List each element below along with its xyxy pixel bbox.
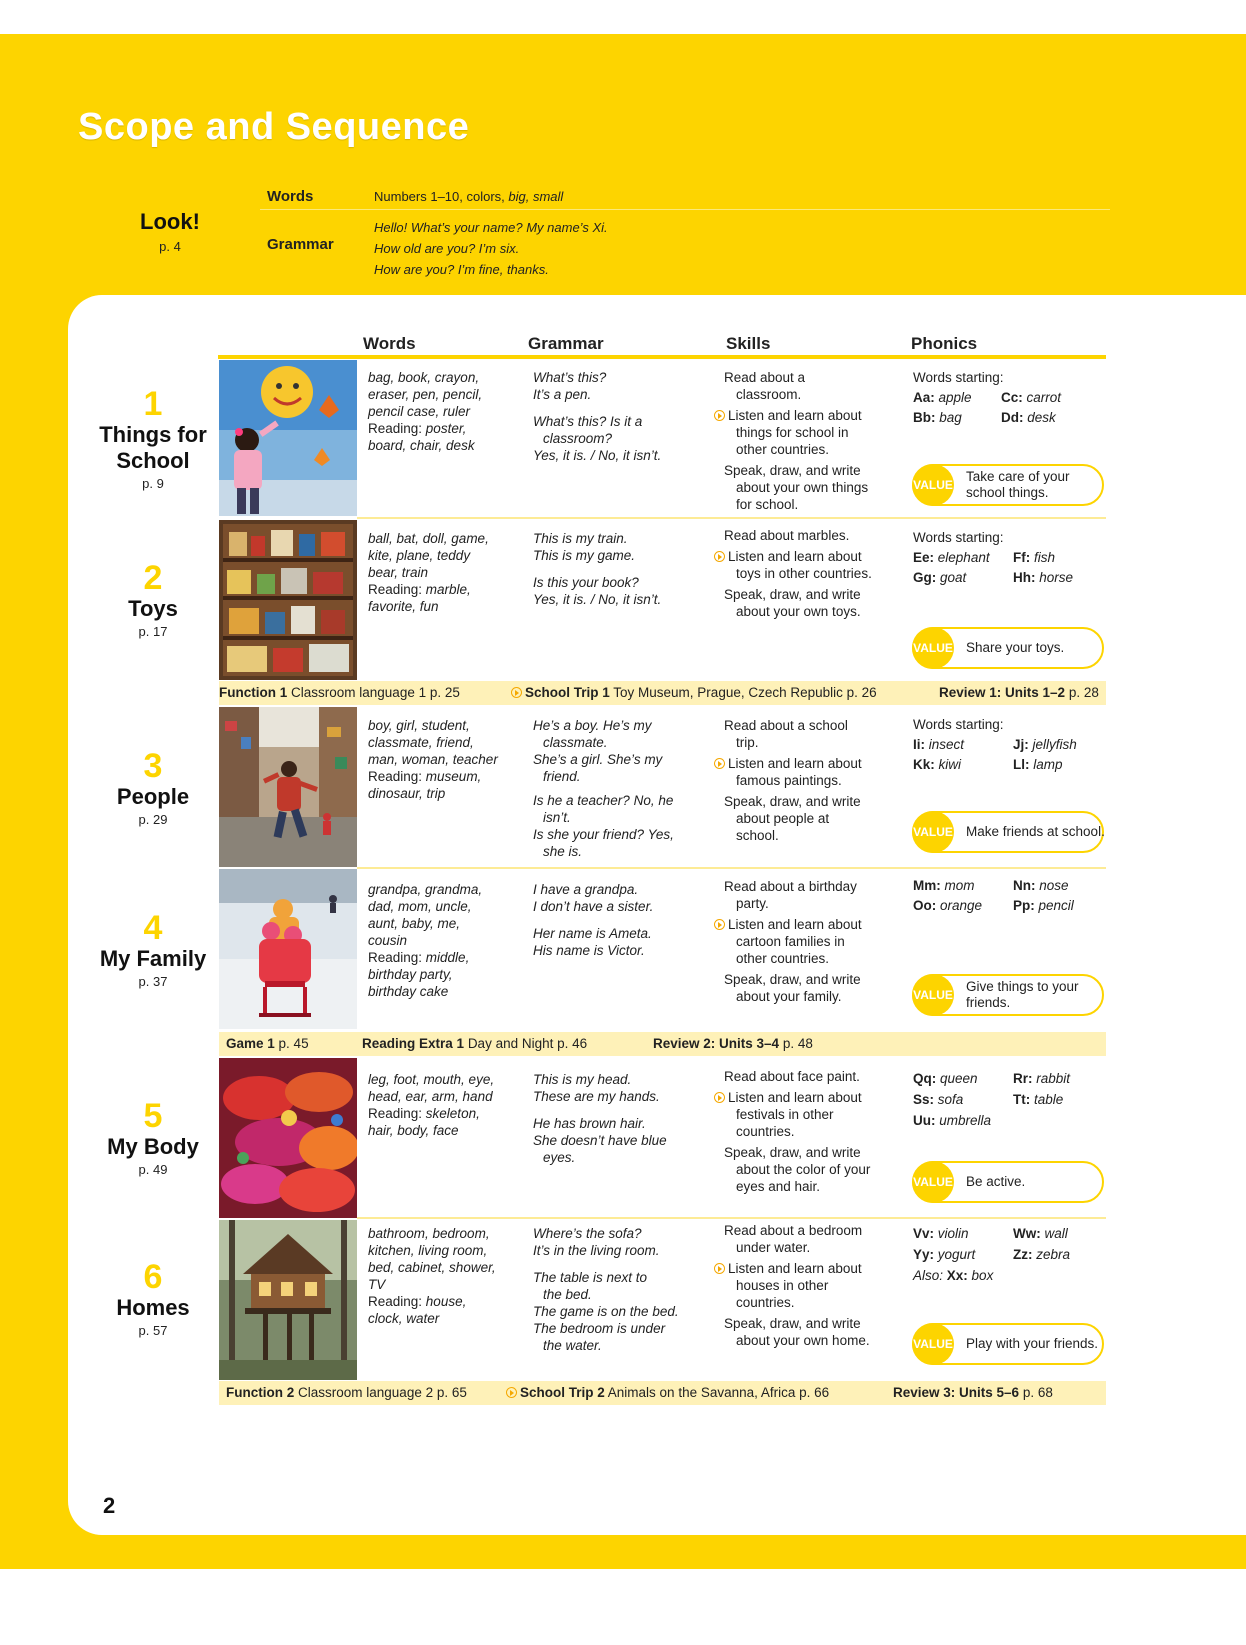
unit-3-photo-art xyxy=(219,707,357,867)
unit-1-photo xyxy=(219,360,357,516)
audio-play-icon[interactable] xyxy=(506,1387,517,1398)
unit-page: p. 9 xyxy=(142,476,164,491)
look-words-label: Words xyxy=(267,188,314,205)
value-badge: VALUE xyxy=(912,1323,954,1365)
unit-1-label xyxy=(88,386,218,491)
audio-play-icon[interactable] xyxy=(714,919,725,930)
look-page: p. 4 xyxy=(159,239,181,254)
unit-2-grammar: This is my train. This is my game. Is this your book? Yes, it is. / No, it isn’t. xyxy=(533,531,662,607)
value-text: Be active. xyxy=(966,1174,1026,1189)
unit-5-skills: Read about face paint. Listen and learn about festivals in other countries. Speak, draw, and write about the color of your eyes and hair. xyxy=(714,1068,870,1195)
unit-number: 4 xyxy=(143,909,163,947)
unit-name: Things for xyxy=(99,422,207,447)
unit-2-skills: Read about marbles. Listen and learn about toys in other countries. Speak, draw, and write about your own toys. xyxy=(714,527,872,620)
unit-4-label xyxy=(88,910,218,989)
unit-5-photo xyxy=(219,1058,357,1218)
header-rule xyxy=(218,355,1106,359)
unit-2-value xyxy=(912,627,1104,669)
unit-6-phonics: Vv: violin Ww: wall Yy: yogurt Zz: zebra Also: Xx: box xyxy=(913,1226,1071,1283)
unit-1-value xyxy=(912,464,1104,506)
unit-6-skills: Read about a bedroom under water. Listen and learn about houses in other countries. Speak, draw, and write about your own home. xyxy=(714,1222,870,1349)
unit-6-words: bathroom, bedroom, kitchen, living room, bed, cabinet, shower, TV Reading: house, clock, water xyxy=(368,1226,496,1326)
unit-page: p. 37 xyxy=(138,974,168,989)
audio-play-icon[interactable] xyxy=(714,1263,725,1274)
value-badge: VALUE xyxy=(912,464,954,506)
header-phonics: Phonics xyxy=(911,334,978,353)
row-separator xyxy=(357,517,1106,519)
row-separator xyxy=(357,1217,1106,1219)
unit-name-2: School xyxy=(116,448,190,473)
audio-play-icon[interactable] xyxy=(714,410,725,421)
look-divider xyxy=(260,209,1110,210)
unit-name: My Body xyxy=(107,1134,199,1159)
unit-5-grammar: This is my head. These are my hands. He has brown hair. She doesn’t have blue eyes. xyxy=(533,1072,667,1165)
unit-4-grammar: I have a grandpa. I don’t have a sister. Her name is Ameta. His name is Victor. xyxy=(533,882,654,958)
header-skills: Skills xyxy=(726,334,771,353)
unit-6-photo-art xyxy=(219,1220,357,1380)
unit-2-label xyxy=(88,560,218,639)
unit-page: p. 17 xyxy=(138,624,168,639)
unit-number: 5 xyxy=(143,1097,163,1135)
unit-5-phonics: Qq: queen Rr: rabbit Ss: sofa Tt: table Uu: umbrella xyxy=(913,1071,1071,1128)
unit-name: Toys xyxy=(128,596,178,621)
unit-4-value xyxy=(912,974,1104,1016)
unit-2-words: ball, bat, doll, game, kite, plane, teddy bear, train Reading: marble, favorite, fun xyxy=(368,531,489,614)
unit-name: People xyxy=(116,784,190,809)
unit-6-label xyxy=(88,1259,218,1338)
unit-5-value xyxy=(912,1161,1104,1203)
unit-1-skills: Read about a classroom. Listen and learn about things for school in other countries. Speak, draw, and write about your own things for school. xyxy=(714,369,868,513)
unit-4-phonics: Mm: mom Nn: nose Oo: orange Pp: pencil xyxy=(913,878,1074,913)
unit-page: p. 57 xyxy=(138,1323,168,1338)
look-title: Look! xyxy=(140,209,200,234)
look-grammar-label: Grammar xyxy=(267,236,334,253)
extras-band-2: Game 1 p. 45 Reading Extra 1 Day and Night p. 46 Review 2: Units 3–4 p. 48 xyxy=(219,1032,1106,1056)
unit-number: 2 xyxy=(143,559,163,597)
unit-5-label xyxy=(88,1098,218,1177)
unit-1-phonics: Words starting: Aa: apple Cc: carrot Bb: bag Dd: desk xyxy=(913,370,1062,425)
unit-number: 3 xyxy=(143,747,163,785)
unit-4-photo xyxy=(219,869,357,1029)
extras-band-3: Function 2 Classroom language 2 p. 65 School Trip 2 Animals on the Savanna, Africa p. 66 Review 3: Units 5–6 p. 68 xyxy=(219,1381,1106,1405)
unit-5-photo-art xyxy=(219,1058,357,1218)
unit-name: My Family xyxy=(99,946,207,971)
unit-3-value xyxy=(912,811,1104,853)
value-badge: VALUE xyxy=(912,627,954,669)
value-text: Take care of your school things. xyxy=(966,469,1070,500)
value-text: Make friends at school. xyxy=(966,824,1105,839)
value-badge: VALUE xyxy=(912,1161,954,1203)
extras-band-1: Function 1 Classroom language 1 p. 25 School Trip 1 Toy Museum, Prague, Czech Republic p. 26 Review 1: Units 1–2 p. 28 xyxy=(219,681,1106,705)
unit-3-grammar: He’s a boy. He’s my classmate. She’s a girl. She’s my friend. Is he a teacher? No, he isn’t. Is she your friend? Yes, she is. xyxy=(533,718,674,859)
unit-page: p. 49 xyxy=(138,1162,168,1177)
unit-6-value xyxy=(912,1323,1104,1365)
look-words-value: Numbers 1–10, colors, big, small xyxy=(374,189,564,204)
unit-2-photo xyxy=(219,520,357,680)
unit-3-photo xyxy=(219,707,357,867)
unit-1-photo-art xyxy=(219,360,357,516)
audio-play-icon[interactable] xyxy=(714,551,725,562)
unit-4-words: grandpa, grandma, dad, mom, uncle, aunt, baby, me, cousin Reading: middle, birthday party, birthday cake xyxy=(368,882,483,999)
unit-number: 6 xyxy=(143,1258,163,1296)
value-badge: VALUE xyxy=(912,974,954,1016)
audio-play-icon[interactable] xyxy=(511,687,522,698)
value-text: Play with your friends. xyxy=(966,1336,1099,1351)
page-title: Scope and Sequence xyxy=(78,106,470,148)
unit-page: p. 29 xyxy=(138,812,168,827)
audio-play-icon[interactable] xyxy=(714,1092,725,1103)
unit-2-photo-art xyxy=(219,520,357,680)
unit-1-grammar: What’s this? It’s a pen. What’s this? Is it a classroom? Yes, it is. / No, it isn’t. xyxy=(533,370,662,463)
unit-3-words: boy, girl, student, classmate, friend, man, woman, teacher Reading: museum, dinosaur, trip xyxy=(368,718,498,801)
unit-3-label xyxy=(88,748,218,827)
unit-4-skills: Read about a birthday party. Listen and learn about cartoon families in other countries. Speak, draw, and write about your family. xyxy=(714,878,862,1005)
unit-6-photo xyxy=(219,1220,357,1380)
row-separator xyxy=(357,867,1106,869)
value-badge: VALUE xyxy=(912,811,954,853)
unit-number: 1 xyxy=(143,385,163,423)
page-number: 2 xyxy=(103,1493,116,1518)
audio-play-icon[interactable] xyxy=(714,758,725,769)
unit-5-words: leg, foot, mouth, eye, head, ear, arm, hand Reading: skeleton, hair, body, face xyxy=(368,1072,495,1138)
unit-3-skills: Read about a school trip. Listen and learn about famous paintings. Speak, draw, and write about people at school. xyxy=(714,717,862,844)
unit-3-phonics: Words starting: Ii: insect Jj: jellyfish Kk: kiwi Ll: lamp xyxy=(913,717,1077,772)
value-text: Share your toys. xyxy=(966,640,1065,655)
header-words: Words xyxy=(363,334,416,353)
unit-4-photo-art xyxy=(219,869,357,1029)
header-grammar: Grammar xyxy=(528,334,604,353)
unit-name: Homes xyxy=(116,1295,190,1320)
look-grammar-values: Hello! What’s your name? My name’s Xi. How old are you? I’m six. How are you? I’m fine, thanks. xyxy=(374,220,608,277)
value-text: Give things to your friends. xyxy=(966,979,1079,1010)
unit-1-words: bag, book, crayon, eraser, pen, pencil, pencil case, ruler Reading: poster, board, chair, desk xyxy=(368,370,483,453)
unit-6-grammar: Where’s the sofa? It’s in the living room. The table is next to the bed. The game is on the bed. The bedroom is under the water. xyxy=(533,1226,679,1353)
unit-2-phonics: Words starting: Ee: elephant Ff: fish Gg: goat Hh: horse xyxy=(913,530,1074,585)
